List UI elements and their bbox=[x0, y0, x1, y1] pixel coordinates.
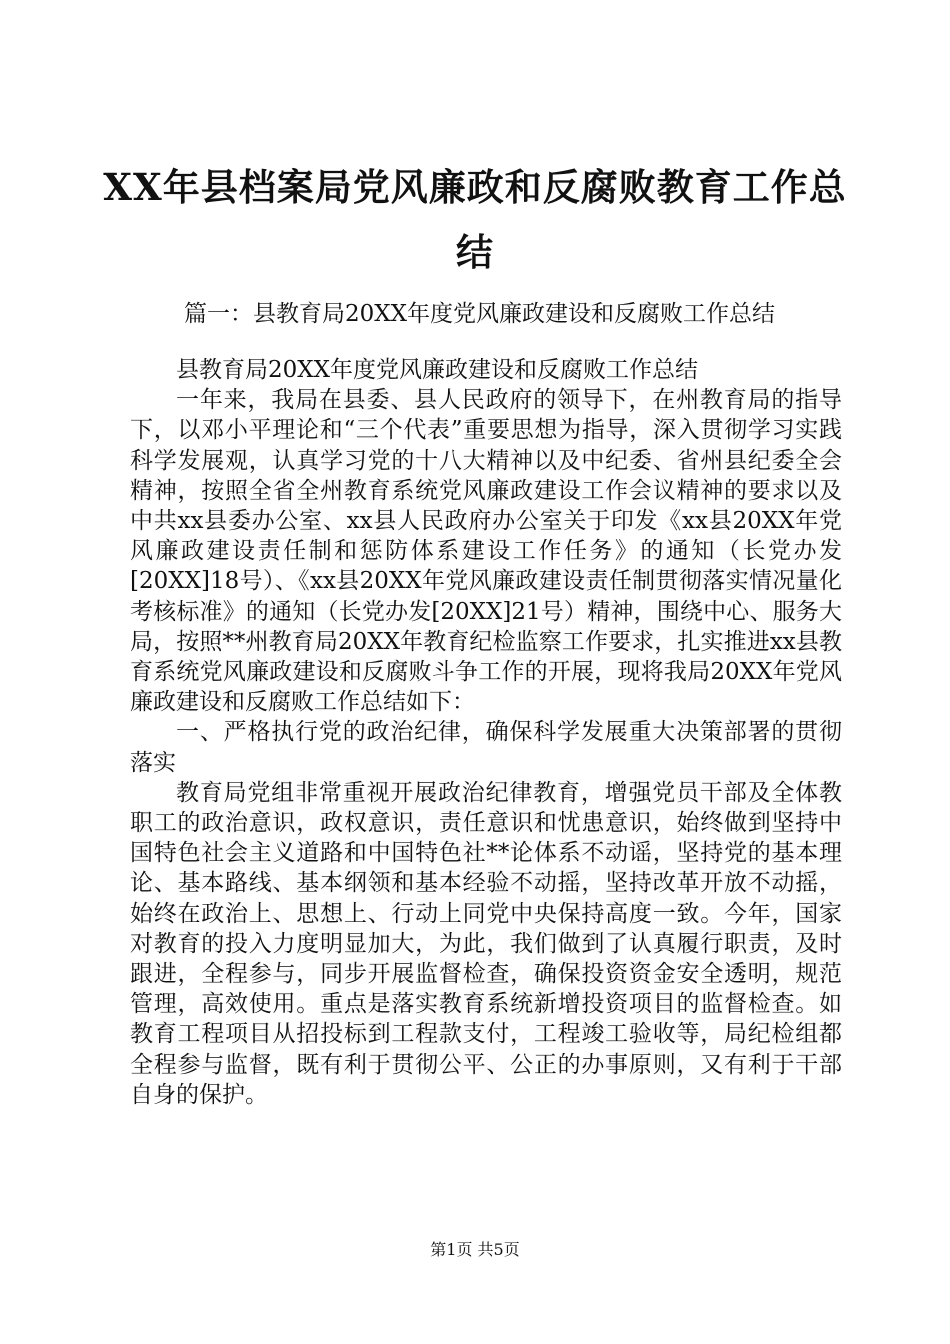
document-body bbox=[130, 355, 842, 1110]
section-heading: 一、严格执行党的政治纪律，确保科学发展重大决策部署的贯彻落实 bbox=[130, 719, 842, 776]
document-title-line1: XX年县档案局党风廉政和反腐败教育工作总 bbox=[103, 165, 847, 209]
document-title-line2: 结 bbox=[456, 230, 494, 274]
document-subtitle: 篇一：县教育局20XX年度党风廉政建设和反腐败工作总结 bbox=[184, 301, 776, 327]
body-paragraph: 教育局党组非常重视开展政治纪律教育，增强党员干部及全体教职工的政治意识，政权意识，责任意识和忧患意识，始终做到坚持中国特色社会主义道路和中国特色社**论体系不动谣，坚持党的基本理论、基本路线、基本纲领和基本经验不动摇，坚持改革开放不动摇，始终在政治上、思想上、行动上同党中央保持高度一致。今年，国家对教育的投入力度明显加大，为此，我们做到了认真履行职责，及时跟进，全程参与，同步开展监督检查，确保投资资金安全透明，规范管理，高效使用。重点是落实教育系统新增投资项目的监督检查。如教育工程项目从招投标到工程款支付，工程竣工验收等，局纪检组都全程参与监督，既有利于贯彻公平、公正的办事原则，又有利于干部自身的保护。 bbox=[130, 779, 842, 1108]
page-footer: 第1页 共5页 bbox=[430, 1240, 520, 1259]
body-paragraph: 一年来，我局在县委、县人民政府的领导下，在州教育局的指导下，以邓小平理论和“三个代表”重要思想为指导，深入贯彻学习实践科学发展观，认真学习党的十八大精神以及中纪委、省州县纪委全会精神，按照全省全州教育系统党风廉政建设工作会议精神的要求以及中共xx县委办公室、xx县人民政府办公室关于印发《xx县20XX年党风廉政建设责任制和惩防体系建设工作任务》的通知（长党办发[20XX]18号）、《xx县20XX年党风廉政建设责任制贯彻落实情况量化考核标准》的通知（长党办发[20XX]21号）精神，围绕中心、服务大局，按照**州教育局20XX年教育纪检监察工作要求，扎实推进xx县教育系统党风廉政建设和反腐败斗争工作的开展，现将我局20XX年党风廉政建设和反腐败工作总结如下： bbox=[130, 387, 842, 716]
section-heading: 县教育局20XX年度党风廉政建设和反腐败工作总结 bbox=[176, 357, 699, 383]
